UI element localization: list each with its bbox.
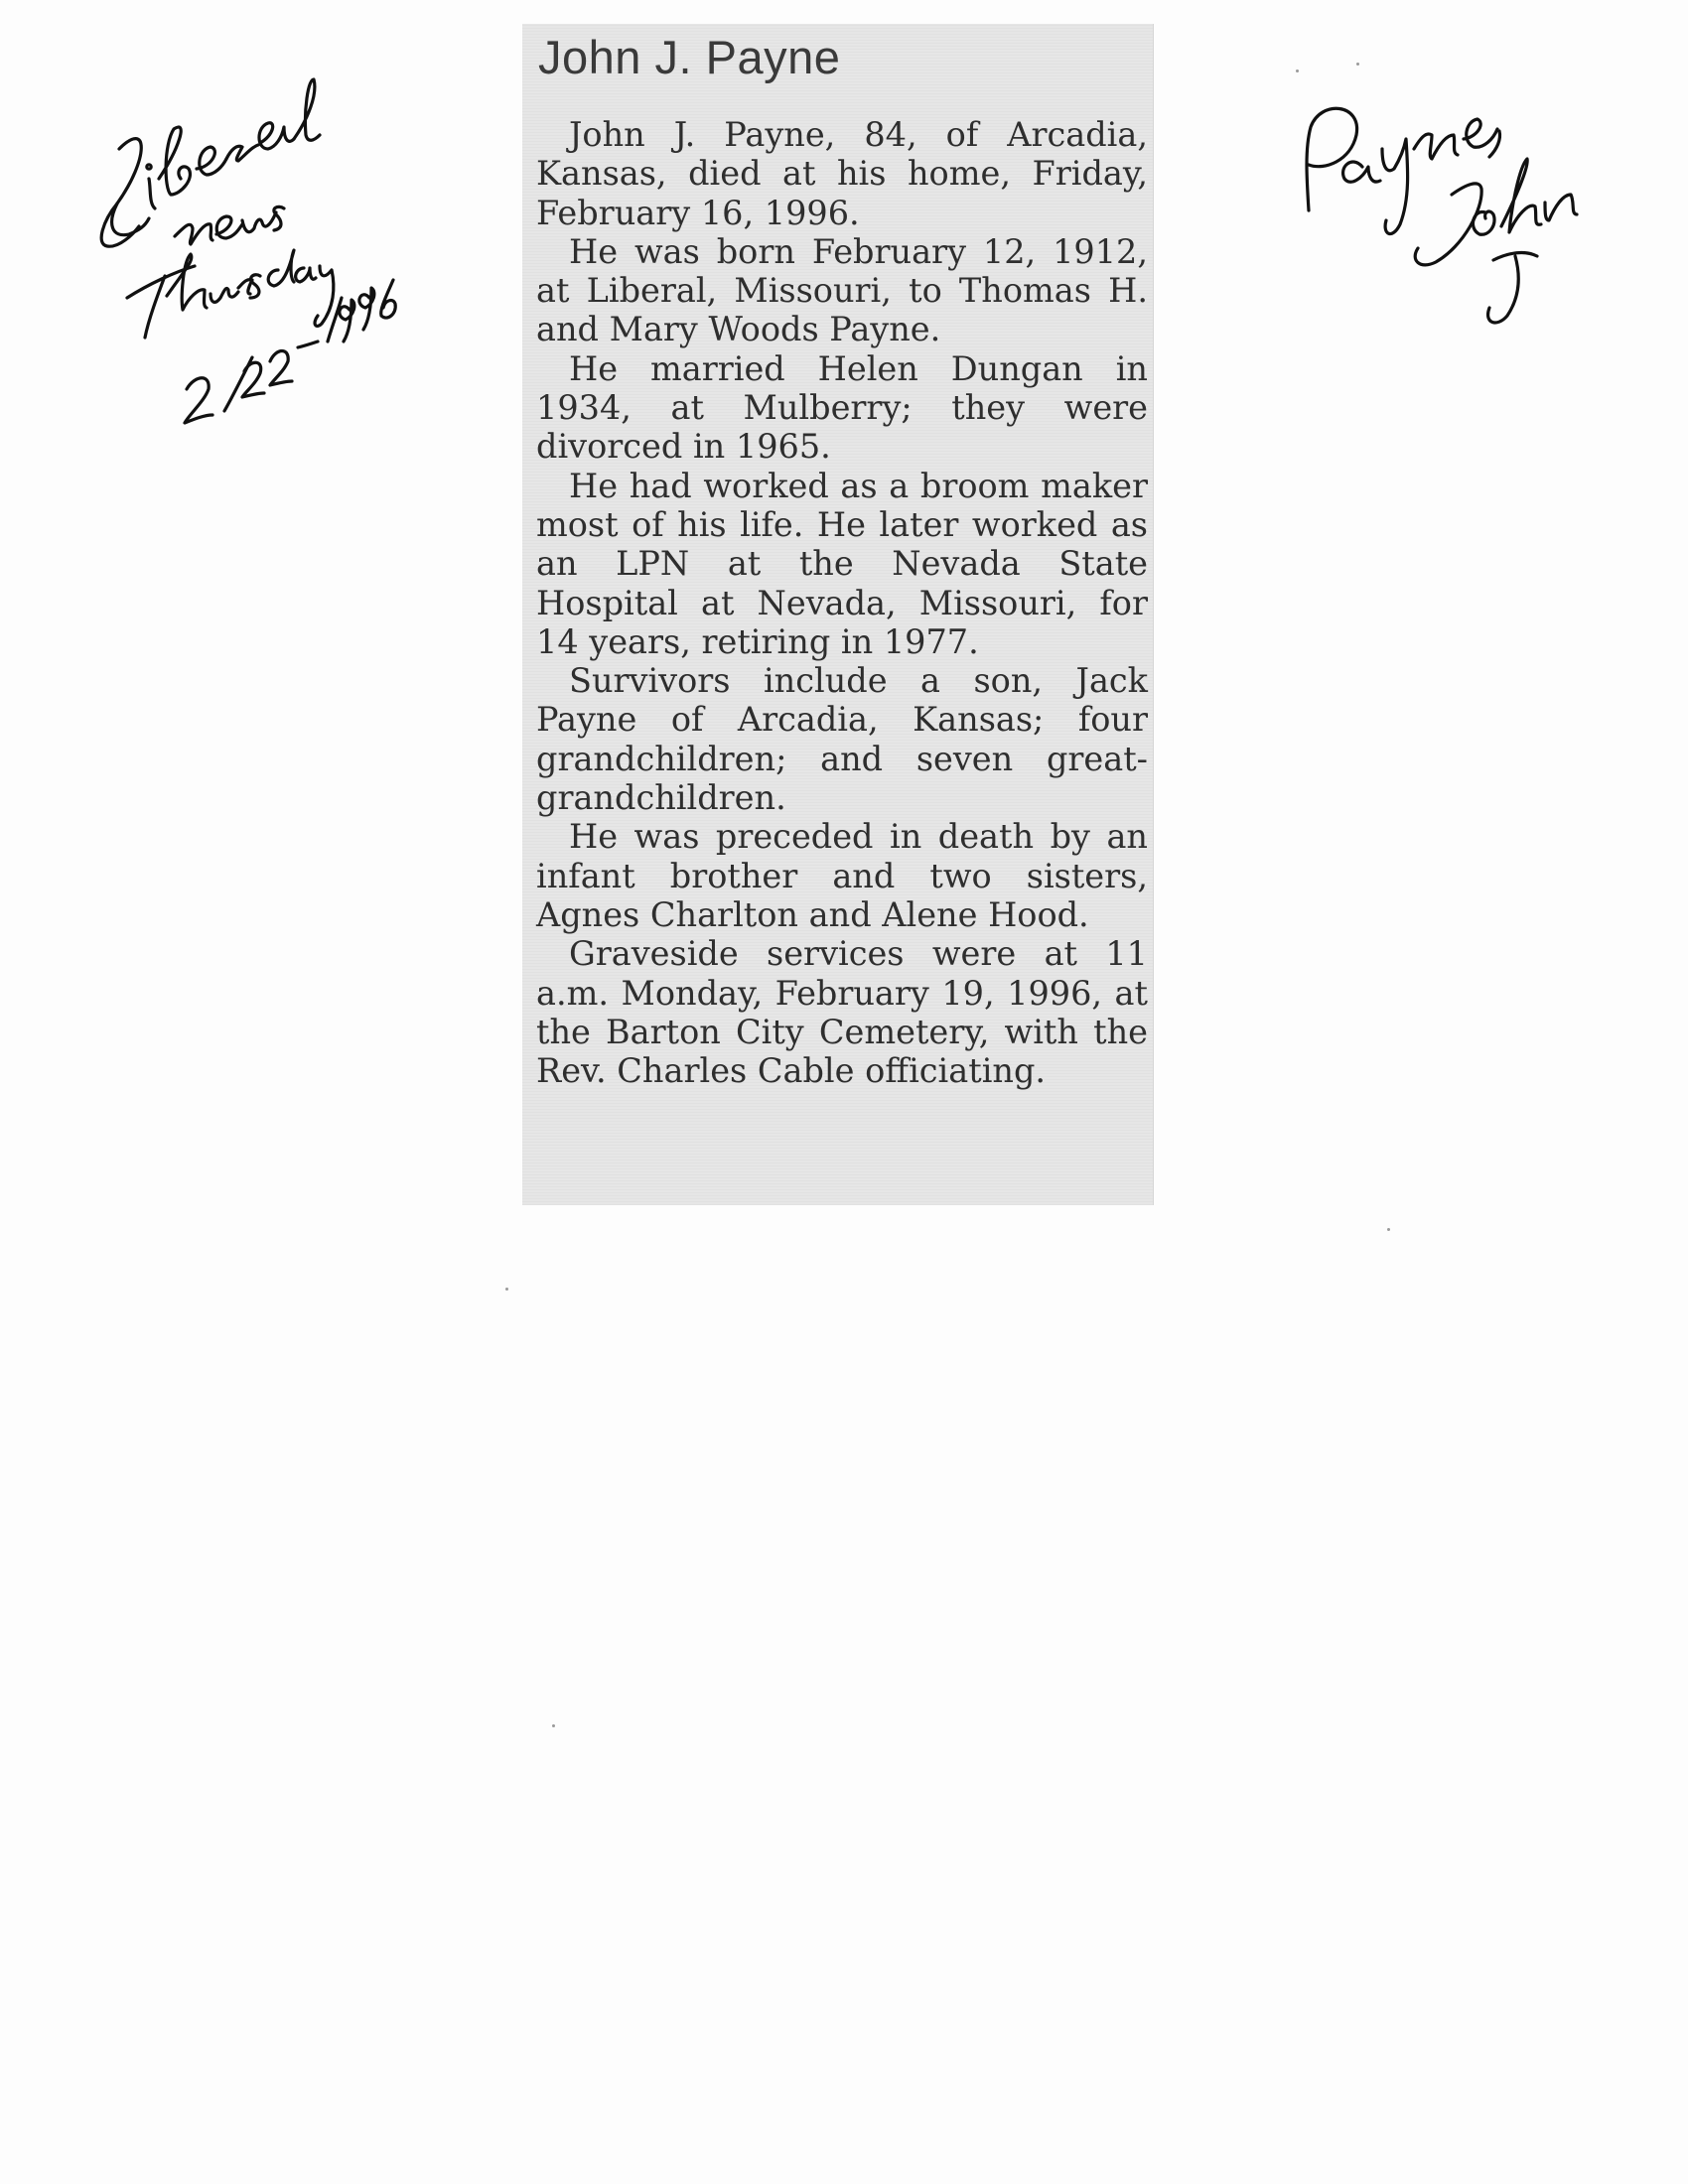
handwritten-note-source [101,79,395,423]
paragraph-death: John J. Payne, 84, of Arcadia, Kansas, died at his home, Friday, February 16, 1996. [536,115,1148,232]
obituary-headline: John J. Payne [538,31,841,83]
scan-speck [1387,1228,1390,1231]
paragraph-birth: He was born February 12, 1912, at Liberal, Missouri, to Thomas H. and Mary Woods Payne. [536,231,1148,349]
scan-speck [552,1724,555,1727]
scan-speck [1356,63,1359,66]
handwritten-note-name [1307,108,1577,323]
paragraph-survivors: Survivors include a son, Jack Payne of Arcadia, Kansas; four grandchildren; and seven great-grandchildren. [536,661,1148,818]
scan-speck [505,1288,508,1291]
paragraph-marriage: He married Helen Dungan in 1934, at Mulberry; they were divorced in 1965. [536,348,1148,467]
paragraph-career: He had worked as a broom maker most of his life. He later worked as an LPN at the Nevada State Hospital at Nevada, Missouri, for 14 years, retiring in 1977. [536,466,1148,661]
scan-speck [1296,69,1299,72]
paragraph-services: Graveside services were at 11 a.m. Monday, February 19, 1996, at the Barton City Cemetery, with the Rev. Charles Cable officiating. [536,934,1148,1091]
paragraph-preceded: He was preceded in death by an infant brother and two sisters, Agnes Charlton and Alene Hood. [536,817,1148,934]
